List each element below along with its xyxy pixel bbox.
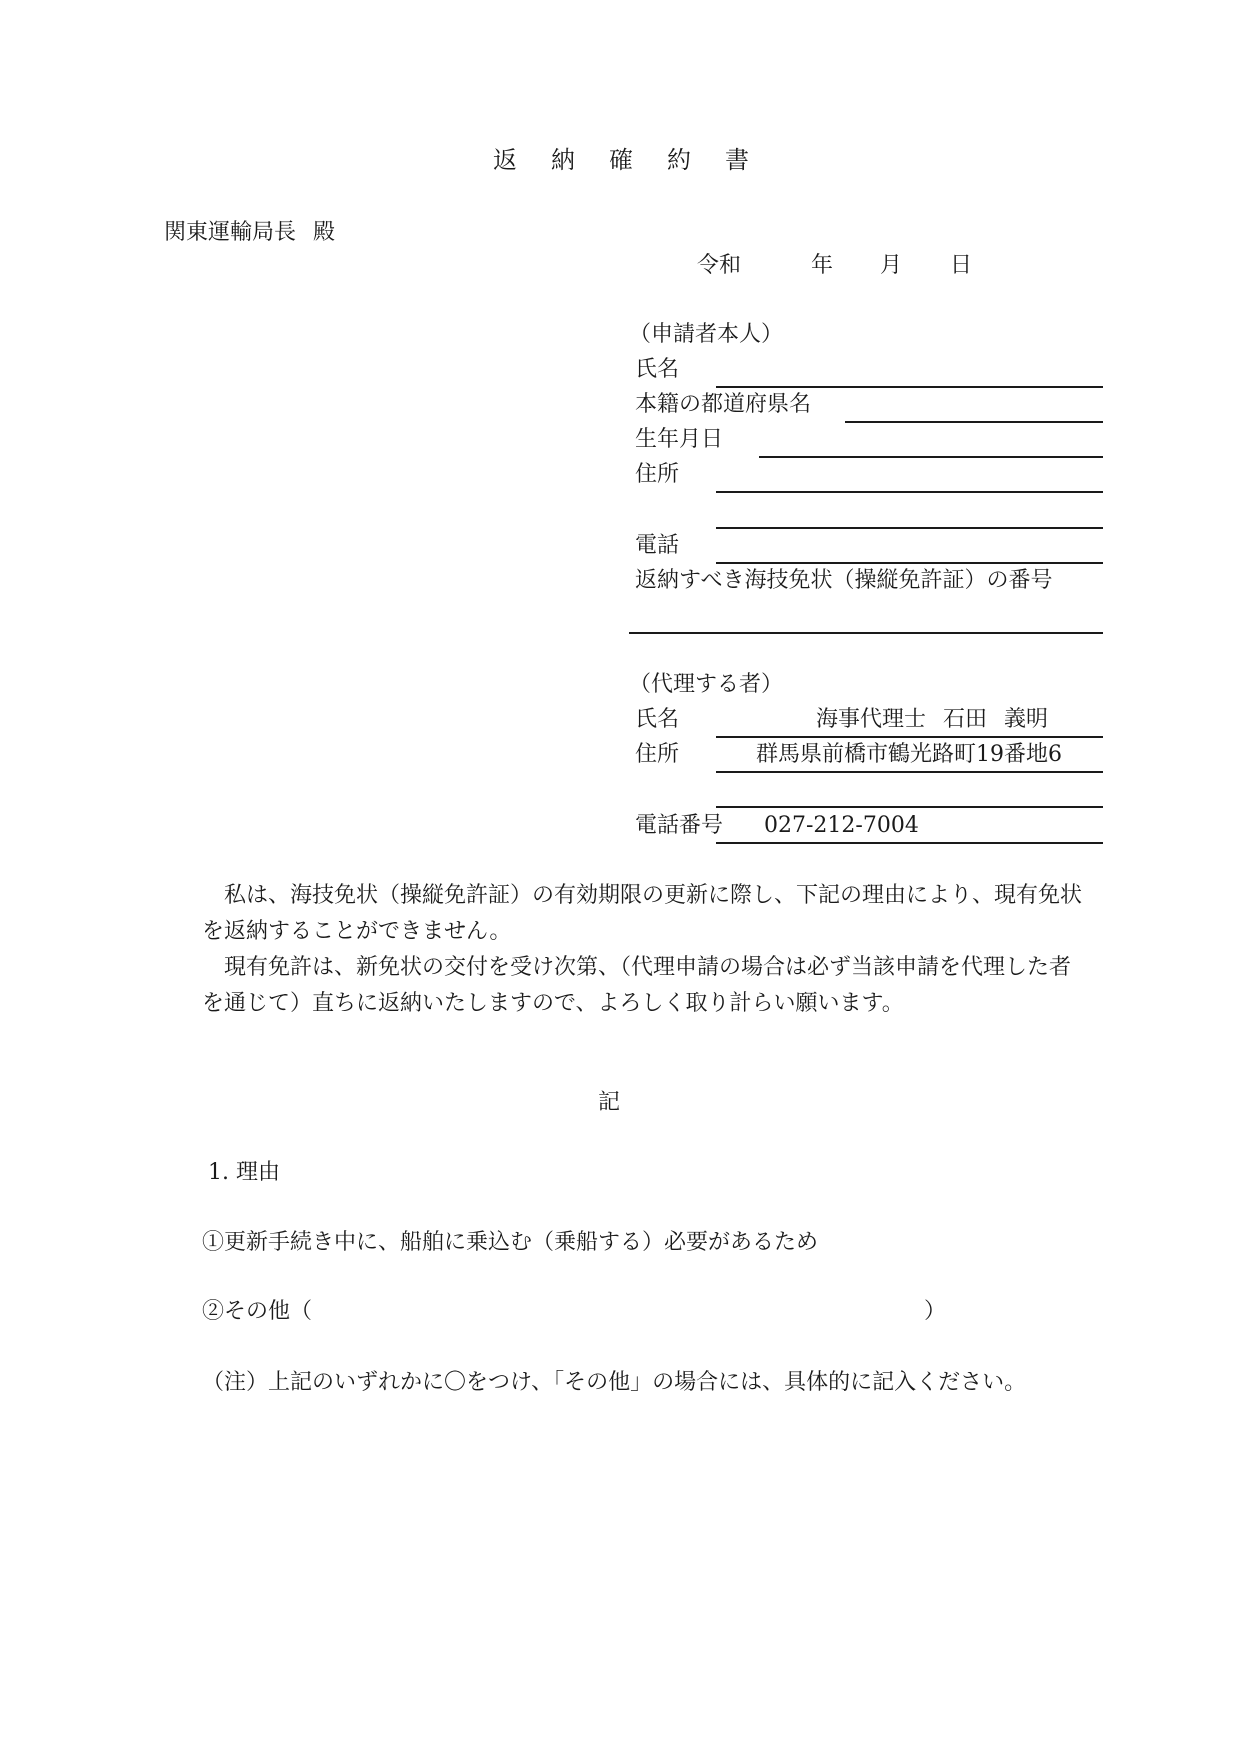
applicant-address-field-2[interactable] [716,527,1103,529]
agent-address-value: 群馬県前橋市鶴光路町19番地6 [756,742,1062,767]
applicant-birthdate-label: 生年月日 [635,427,724,452]
agent-name-label: 氏名 [635,707,680,732]
agent-address-field-1 [716,771,1103,773]
applicant-domicile-field[interactable] [845,421,1103,423]
body-paragraph-2: 現有免許は、新免状の交付を受け次第、（代理申請の場合は必ず当該申請を代理した者を通じて）直ちに返納いたしますので、よろしく取り計らい願います。 [202,955,1072,1016]
body-text [202,878,1092,1022]
agent-address-field-2[interactable] [716,806,1103,808]
addressee-honorific: 殿 [313,220,336,245]
applicant-name-label: 氏名 [635,357,680,382]
license-number-label: 返納すべき海技免状（操縦免許証）の番号 [635,568,1053,593]
date-year-label: 年 [811,253,834,278]
applicant-address-label: 住所 [635,462,680,487]
agent-phone-value: 027-212-7004 [764,813,919,838]
applicant-address-field-1[interactable] [716,491,1103,493]
agent-section-label: （代理する者） [629,672,784,697]
agent-address-label: 住所 [635,742,680,767]
document-title [493,148,749,172]
agent-phone-label: 電話番号 [635,813,724,838]
reason-option-2-open[interactable]: ②その他（ [202,1299,313,1324]
reason-option-2-close: ） [924,1299,947,1324]
license-number-field[interactable] [629,632,1103,634]
reason-heading: 1. 理由 [208,1160,280,1185]
applicant-domicile-label: 本籍の都道府県名 [635,392,812,417]
applicant-birthdate-field[interactable] [759,456,1103,458]
ki-heading: 記 [598,1090,621,1115]
date-day-label: 日 [950,253,973,278]
note: （注）上記のいずれかに〇をつけ、「その他」の場合には、具体的に記入ください。 [202,1370,1027,1395]
addressee [164,222,335,244]
date-era: 令和 [697,253,742,278]
title-char: 書 [725,146,749,174]
agent-phone-field [716,842,1103,844]
applicant-phone-label: 電話 [635,533,680,558]
applicant-section-label: （申請者本人） [629,322,784,347]
applicant-phone-field[interactable] [716,562,1103,564]
date-month-label: 月 [880,253,903,278]
agent-name-value: 海事代理士 石田 義明 [816,707,1048,732]
title-char: 返 [493,146,517,174]
addressee-name: 関東運輸局長 [164,220,297,245]
reason-option-1[interactable]: ①更新手続き中に、船舶に乗込む（乗船する）必要があるため [202,1230,819,1255]
body-paragraph-1: 私は、海技免状（操縦免許証）の有効期限の更新に際し、下記の理由により、現有免状を返納することができません。 [202,883,1083,944]
agent-name-field [716,736,1103,738]
applicant-name-field[interactable] [716,386,1103,388]
title-char: 確 [609,146,633,174]
title-char: 納 [551,146,575,174]
title-char: 約 [667,146,691,174]
